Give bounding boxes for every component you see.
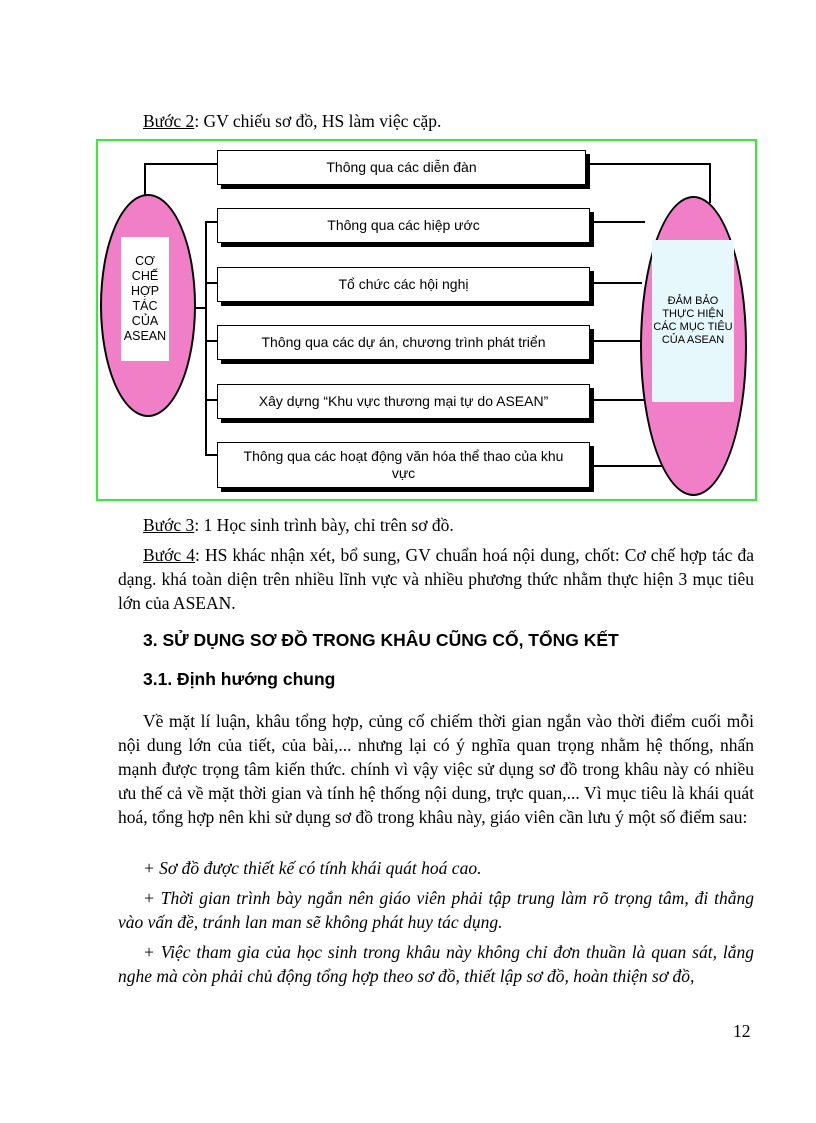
section-3-title: 3. SỬ DỤNG SƠ ĐỒ TRONG KHÂU CŨNG CỐ, TỔNG KẾT [143, 630, 619, 650]
connector-line [205, 340, 217, 342]
connector-line [205, 221, 207, 454]
step4-label: Bước 4 [143, 545, 196, 565]
diagram-box-projects: Thông qua các dự án, chương trình phát triển [217, 325, 590, 360]
bullet-item-2: + Thời gian trình bày ngắn nên giáo viên phải tập trung làm rõ trọng tâm, đi thẳng vào vấn đề, tránh lan man sẽ không phát huy tác dụng. [118, 888, 754, 932]
connector-line [144, 163, 217, 165]
step2-label: Bước 2 [143, 111, 195, 131]
right-ellipse-label: ĐẢM BẢO THỰC HIỆN CÁC MỤC TIÊU CỦA ASEAN [652, 240, 734, 402]
diagram-box-treaties: Thông qua các hiệp ước [217, 208, 590, 243]
section-3-1-title: 3.1. Định hướng chung [143, 669, 336, 689]
connector-line [205, 282, 217, 284]
step3-label: Bước 3 [143, 515, 195, 535]
step4-text: : HS khác nhận xét, bổ sung, GV chuẩn hoá nội dung, chốt: Cơ chế hợp tác đa dạng. khá toàn diện trên nhiều lĩnh vực và nhiều phương thức nhằm thực hiện 3 mục tiêu lớn của ASEAN. [118, 545, 754, 613]
connector-line [590, 282, 642, 284]
connector-line [144, 163, 146, 197]
body-paragraph: Về mặt lí luận, khâu tổng hợp, củng cố chiếm thời gian ngắn vào thời điểm cuối mỗi nội dung lớn của tiết, của bài,... nhưng lại có ý nghĩa quan trọng nhằm hệ thống, nhấn mạnh được trọng tâm kiến thức. chính vì vậy việc sử dụng sơ đồ trong khâu này có nhiều ưu thế cả về mặt thời gian và tính hệ thống nội dung, trực quan,... Vì mục tiêu là khái quát hoá, tổng hợp nên khi sử dụng sơ đồ trong khâu này, giáo viên cần lưu ý một số điểm sau: [118, 711, 754, 827]
diagram-box-free-trade: Xây dựng “Khu vực thương mại tự do ASEAN” [217, 384, 590, 419]
diagram-box-culture-sports: Thông qua các hoạt động văn hóa thể thao của khu vực [217, 442, 590, 488]
step3-text: : 1 Học sinh trình bày, chỉ trên sơ đồ. [194, 515, 454, 535]
step4-paragraph [118, 543, 754, 615]
left-ellipse-label: CƠ CHẾ HỢP TÁC CỦA ASEAN [121, 237, 169, 361]
bullet-item-1: + Sơ đồ được thiết kế có tính khái quát hoá cao. [143, 858, 482, 878]
connector-line [205, 221, 217, 223]
connector-line [590, 399, 645, 401]
connector-line [205, 454, 217, 456]
step2-text: : GV chiếu sơ đồ, HS làm việc cặp. [194, 111, 442, 131]
connector-line [709, 163, 711, 203]
bullet-item-3: + Việc tham gia của học sinh trong khâu này không chỉ đơn thuần là quan sát, lắng nghe mà còn phải chủ động tổng hợp theo sơ đồ, thiết lập sơ đồ, hoàn thiện sơ đồ, [118, 942, 754, 986]
connector-line [590, 221, 645, 223]
page-number: 12 [733, 1021, 751, 1041]
connector-line [590, 340, 642, 342]
step3-paragraph [143, 513, 754, 537]
connector-line [586, 163, 710, 165]
diagram-box-forums: Thông qua các diễn đàn [217, 150, 586, 185]
step2-paragraph [143, 109, 754, 133]
connector-line [205, 399, 217, 401]
diagram-box-conferences: Tổ chức các hội nghị [217, 267, 590, 302]
